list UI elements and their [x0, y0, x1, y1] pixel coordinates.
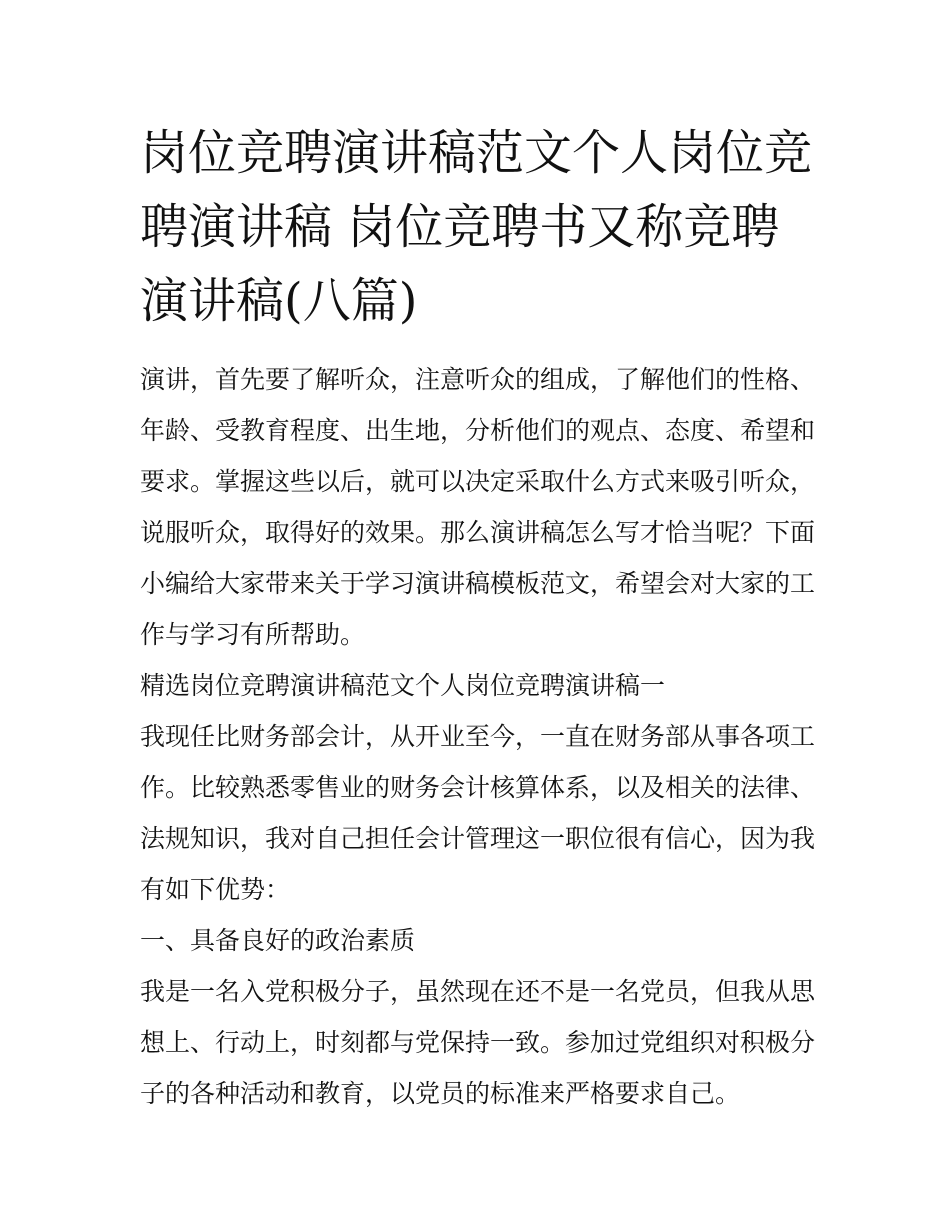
body-paragraph: 我是一名入党积极分子，虽然现在还不是一名党员，但我从思想上、行动上，时刻都与党保持一致。参加过党组织对积极分子的各种活动和教育，以党员的标准来严格要求自己。 [140, 977, 816, 1108]
subsection-heading: 一、具备良好的政治素质 [140, 926, 416, 955]
body-paragraph: 我现任比财务部会计，从开业至今，一直在财务部从事各项工作。比较熟悉零售业的财务会计核算体系，以及相关的法律、法规知识，我对自己担任会计管理这一职位很有信心，因为我有如下优势： [140, 722, 816, 904]
document-title: 岗位竞聘演讲稿范文个人岗位竞聘演讲稿 岗位竞聘书又称竞聘演讲稿(八篇) [140, 125, 813, 329]
document-body [140, 354, 815, 1119]
section-heading: 精选岗位竞聘演讲稿范文个人岗位竞聘演讲稿一 [140, 671, 666, 700]
intro-paragraph: 演讲，首先要了解听众，注意听众的组成，了解他们的性格、年龄、受教育程度、出生地，分析他们的观点、态度、希望和要求。掌握这些以后，就可以决定采取什么方式来吸引听众，说服听众，取得好的效果。那么演讲稿怎么写才恰当呢？下面小编给大家带来关于学习演讲稿模板范文，希望会对大家的工作与学习有所帮助。 [140, 365, 816, 649]
